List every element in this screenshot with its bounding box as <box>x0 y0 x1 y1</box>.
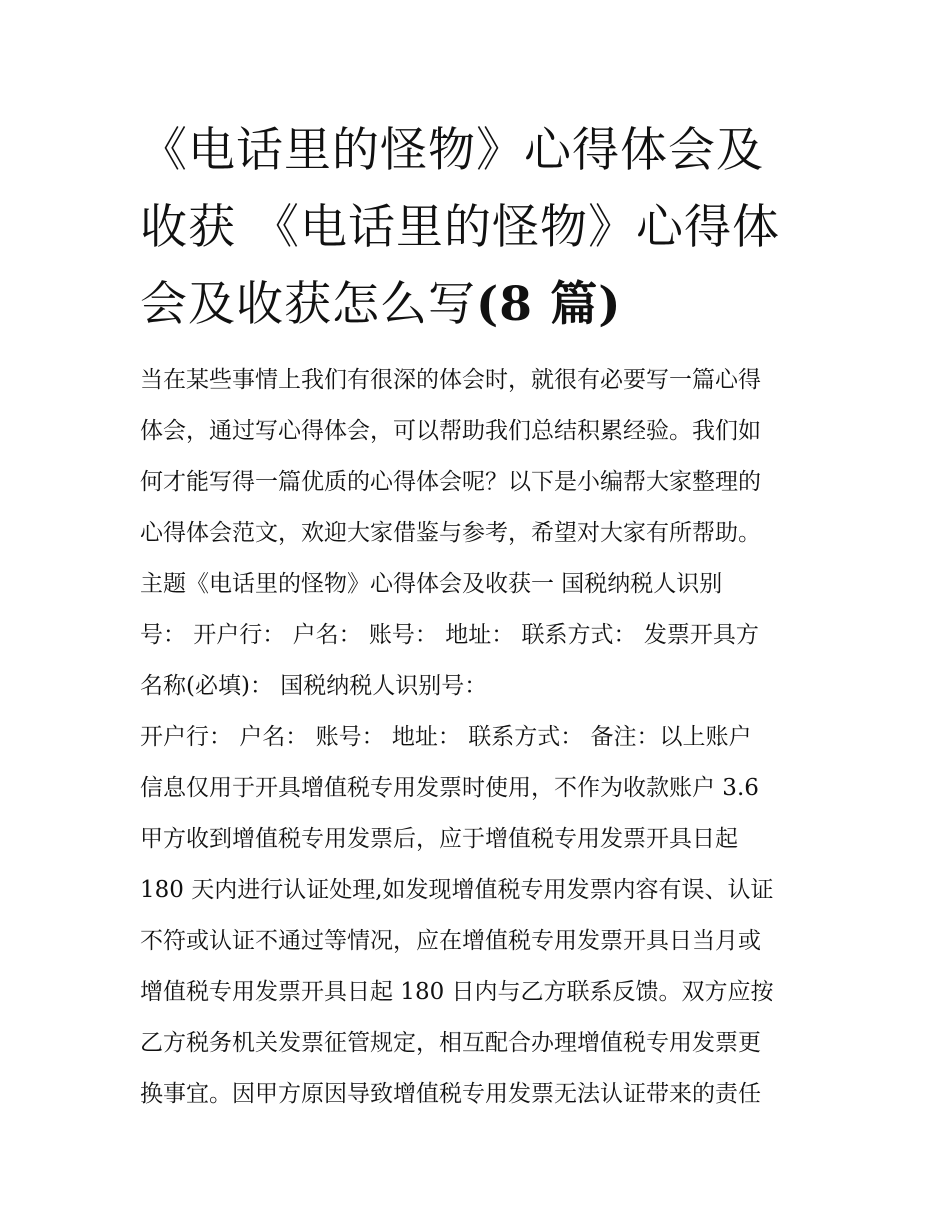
document-title <box>140 112 820 343</box>
body-line: 信息仅用于开具增值税专用发票时使用，不作为收款账户 3.6 <box>140 775 759 801</box>
title-suffix: (8 篇) <box>476 277 622 332</box>
body-line: 何才能写得一篇优质的心得体会呢？以下是小编帮大家整理的 <box>140 469 761 495</box>
body-line: 体会，通过写心得体会，可以帮助我们总结积累经验。我们如 <box>140 418 761 444</box>
body-line: 心得体会范文，欢迎大家借鉴与参考，希望对大家有所帮助。 <box>140 520 761 546</box>
title-line: 收获 《电话里的怪物》心得体 <box>140 200 780 255</box>
body-line: 不符或认证不通过等情况，应在增值税专用发票开具日当月或 <box>140 928 761 954</box>
body-line: 名称(必填)： 国税纳税人识别号： <box>140 673 488 699</box>
body-line: 当在某些事情上我们有很深的体会时，就很有必要写一篇心得 <box>140 367 761 393</box>
body-line: 180 天内进行认证处理,如发现增值税专用发票内容有误、认证 <box>140 877 774 903</box>
title-line-text: 会及收获怎么写 <box>140 277 476 332</box>
body-line: 甲方收到增值税专用发票后，应于增值税专用发票开具日起 <box>140 826 738 852</box>
body-line: 主题《电话里的怪物》心得体会及收获一 国税纳税人识别 <box>140 571 723 597</box>
body-line: 增值税专用发票开具日起 180 日内与乙方联系反馈。双方应按 <box>140 979 774 1005</box>
title-line <box>140 266 820 343</box>
body-line: 号： 开户行： 户名： 账号： 地址： 联系方式： 发票开具方 <box>140 622 759 648</box>
document-body <box>140 355 830 1120</box>
body-line: 换事宜。因甲方原因导致增值税专用发票无法认证带来的责任 <box>140 1081 761 1107</box>
body-line: 开户行： 户名： 账号： 地址： 联系方式： 备注：以上账户 <box>140 724 752 750</box>
body-line: 乙方税务机关发票征管规定，相互配合办理增值税专用发票更 <box>140 1030 761 1056</box>
title-line: 《电话里的怪物》心得体会及 <box>140 123 764 178</box>
